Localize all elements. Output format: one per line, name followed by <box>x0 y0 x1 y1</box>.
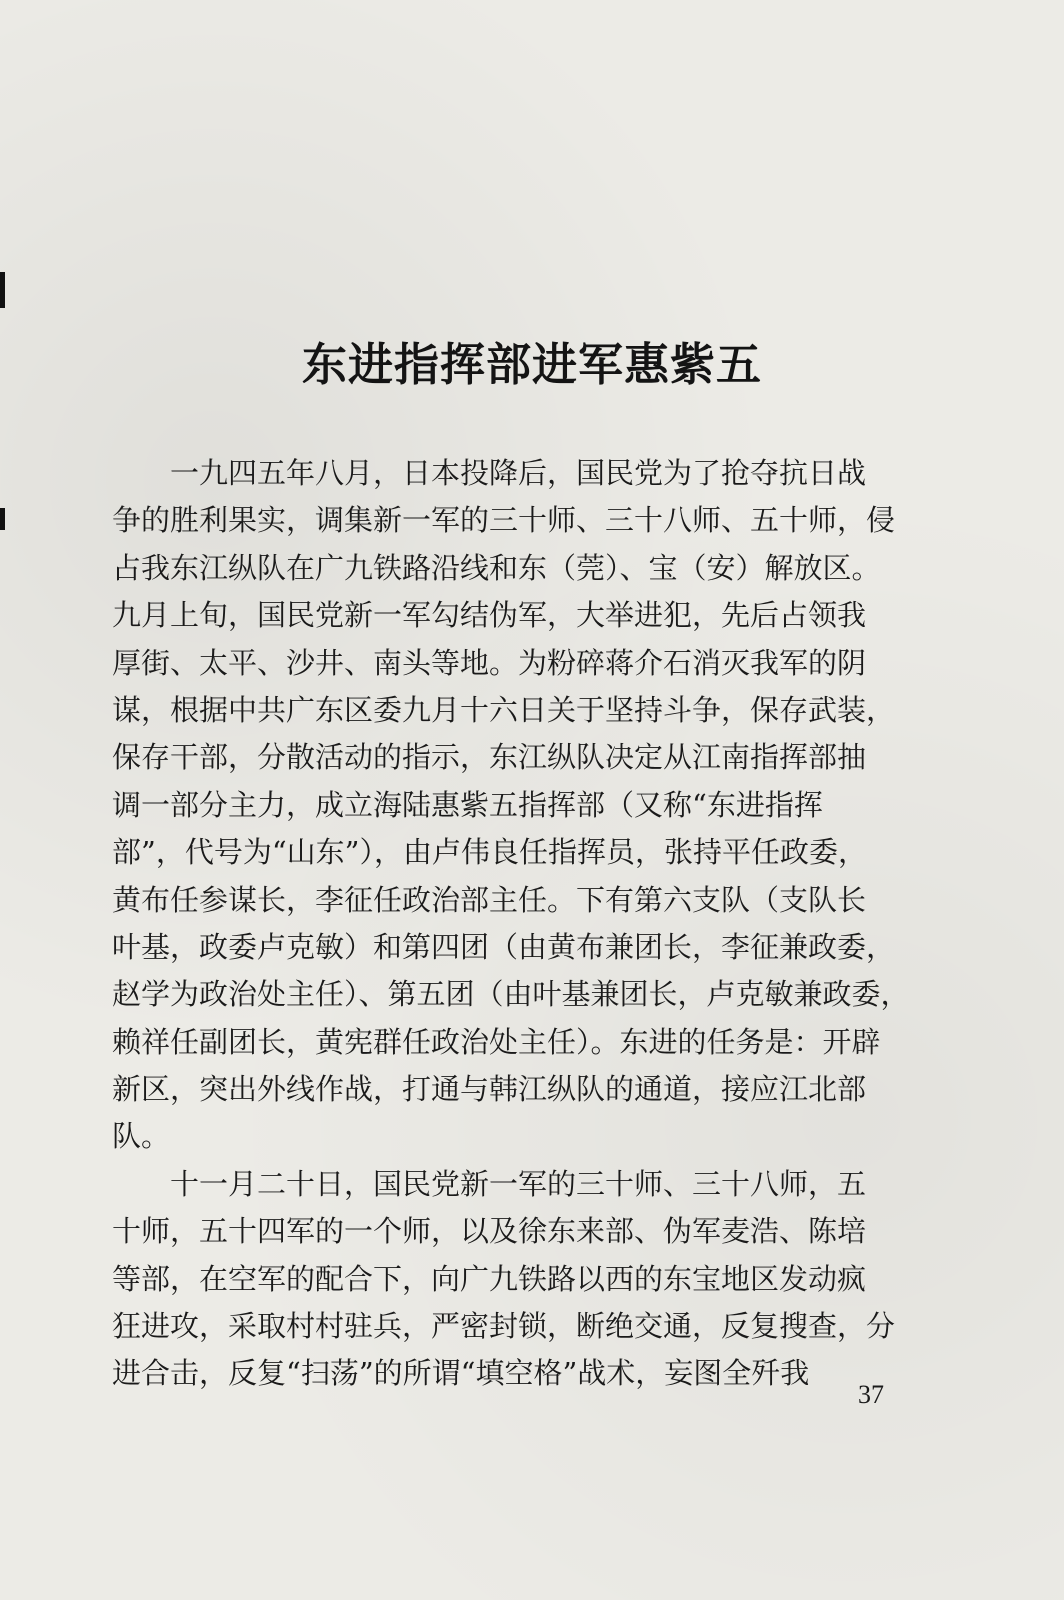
binding-edge-mark <box>0 272 5 308</box>
text-line: 保存干部，分散活动的指示，东江纵队决定从江南指挥部抽 <box>112 740 867 775</box>
text-line: 十师，五十四军的一个师，以及徐东来部、伪军麦浩、陈培 <box>112 1214 867 1249</box>
text-line: 谋，根据中共广东区委九月十六日关于坚持斗争，保存武装， <box>112 692 896 727</box>
text-line: 调一部分主力，成立海陆惠紫五指挥部（又称“东进指挥 <box>112 787 823 822</box>
text-line: 九月上旬，国民党新一军勾结伪军，大举进犯，先后占领我 <box>112 598 867 633</box>
text-line: 争的胜利果实，调集新一军的三十师、三十八师、五十师，侵 <box>112 503 896 538</box>
text-line: 进合击，反复“扫荡”的所谓“填空格”战术，妄图全歼我 <box>112 1356 810 1391</box>
text-line: 占我东江纵队在广九铁路沿线和东（莞）、宝（安）解放区。 <box>112 550 881 585</box>
text-line: 厚街、太平、沙井、南头等地。为粉碎蒋介石消灭我军的阴 <box>112 645 867 680</box>
text-line: 叶基，政委卢克敏）和第四团（由黄布兼团长，李征兼政委， <box>112 929 896 964</box>
body-text <box>112 450 924 1398</box>
text-line: 队。 <box>112 1119 171 1154</box>
text-line: 十一月二十日，国民党新一军的三十师、三十八师，五 <box>112 1166 867 1201</box>
text-line: 一九四五年八月，日本投降后，国民党为了抢夺抗日战 <box>112 456 867 490</box>
text-line: 黄布任参谋长，李征任政治部主任。下有第六支队（支队长 <box>112 882 867 917</box>
text-line: 赵学为政治处主任）、第五团（由叶基兼团长，卢克敏兼政委， <box>112 977 910 1012</box>
binding-edge-mark <box>0 508 5 530</box>
text-line: 赖祥任副团长，黄宪群任政治处主任）。东进的任务是：开辟 <box>112 1024 881 1059</box>
page-number: 37 <box>858 1380 884 1409</box>
text-line: 等部，在空军的配合下，向广九铁路以西的东宝地区发动疯 <box>112 1261 867 1296</box>
chapter-title: 东进指挥部进军惠紫五 <box>301 338 762 391</box>
text-line: 部”，代号为“山东”），由卢伟良任指挥员，张持平任政委， <box>112 835 867 870</box>
text-line: 狂进攻，采取村村驻兵，严密封锁，断绝交通，反复搜查，分 <box>112 1309 896 1344</box>
text-line: 新区，突出外线作战，打通与韩江纵队的通道，接应江北部 <box>112 1072 867 1107</box>
